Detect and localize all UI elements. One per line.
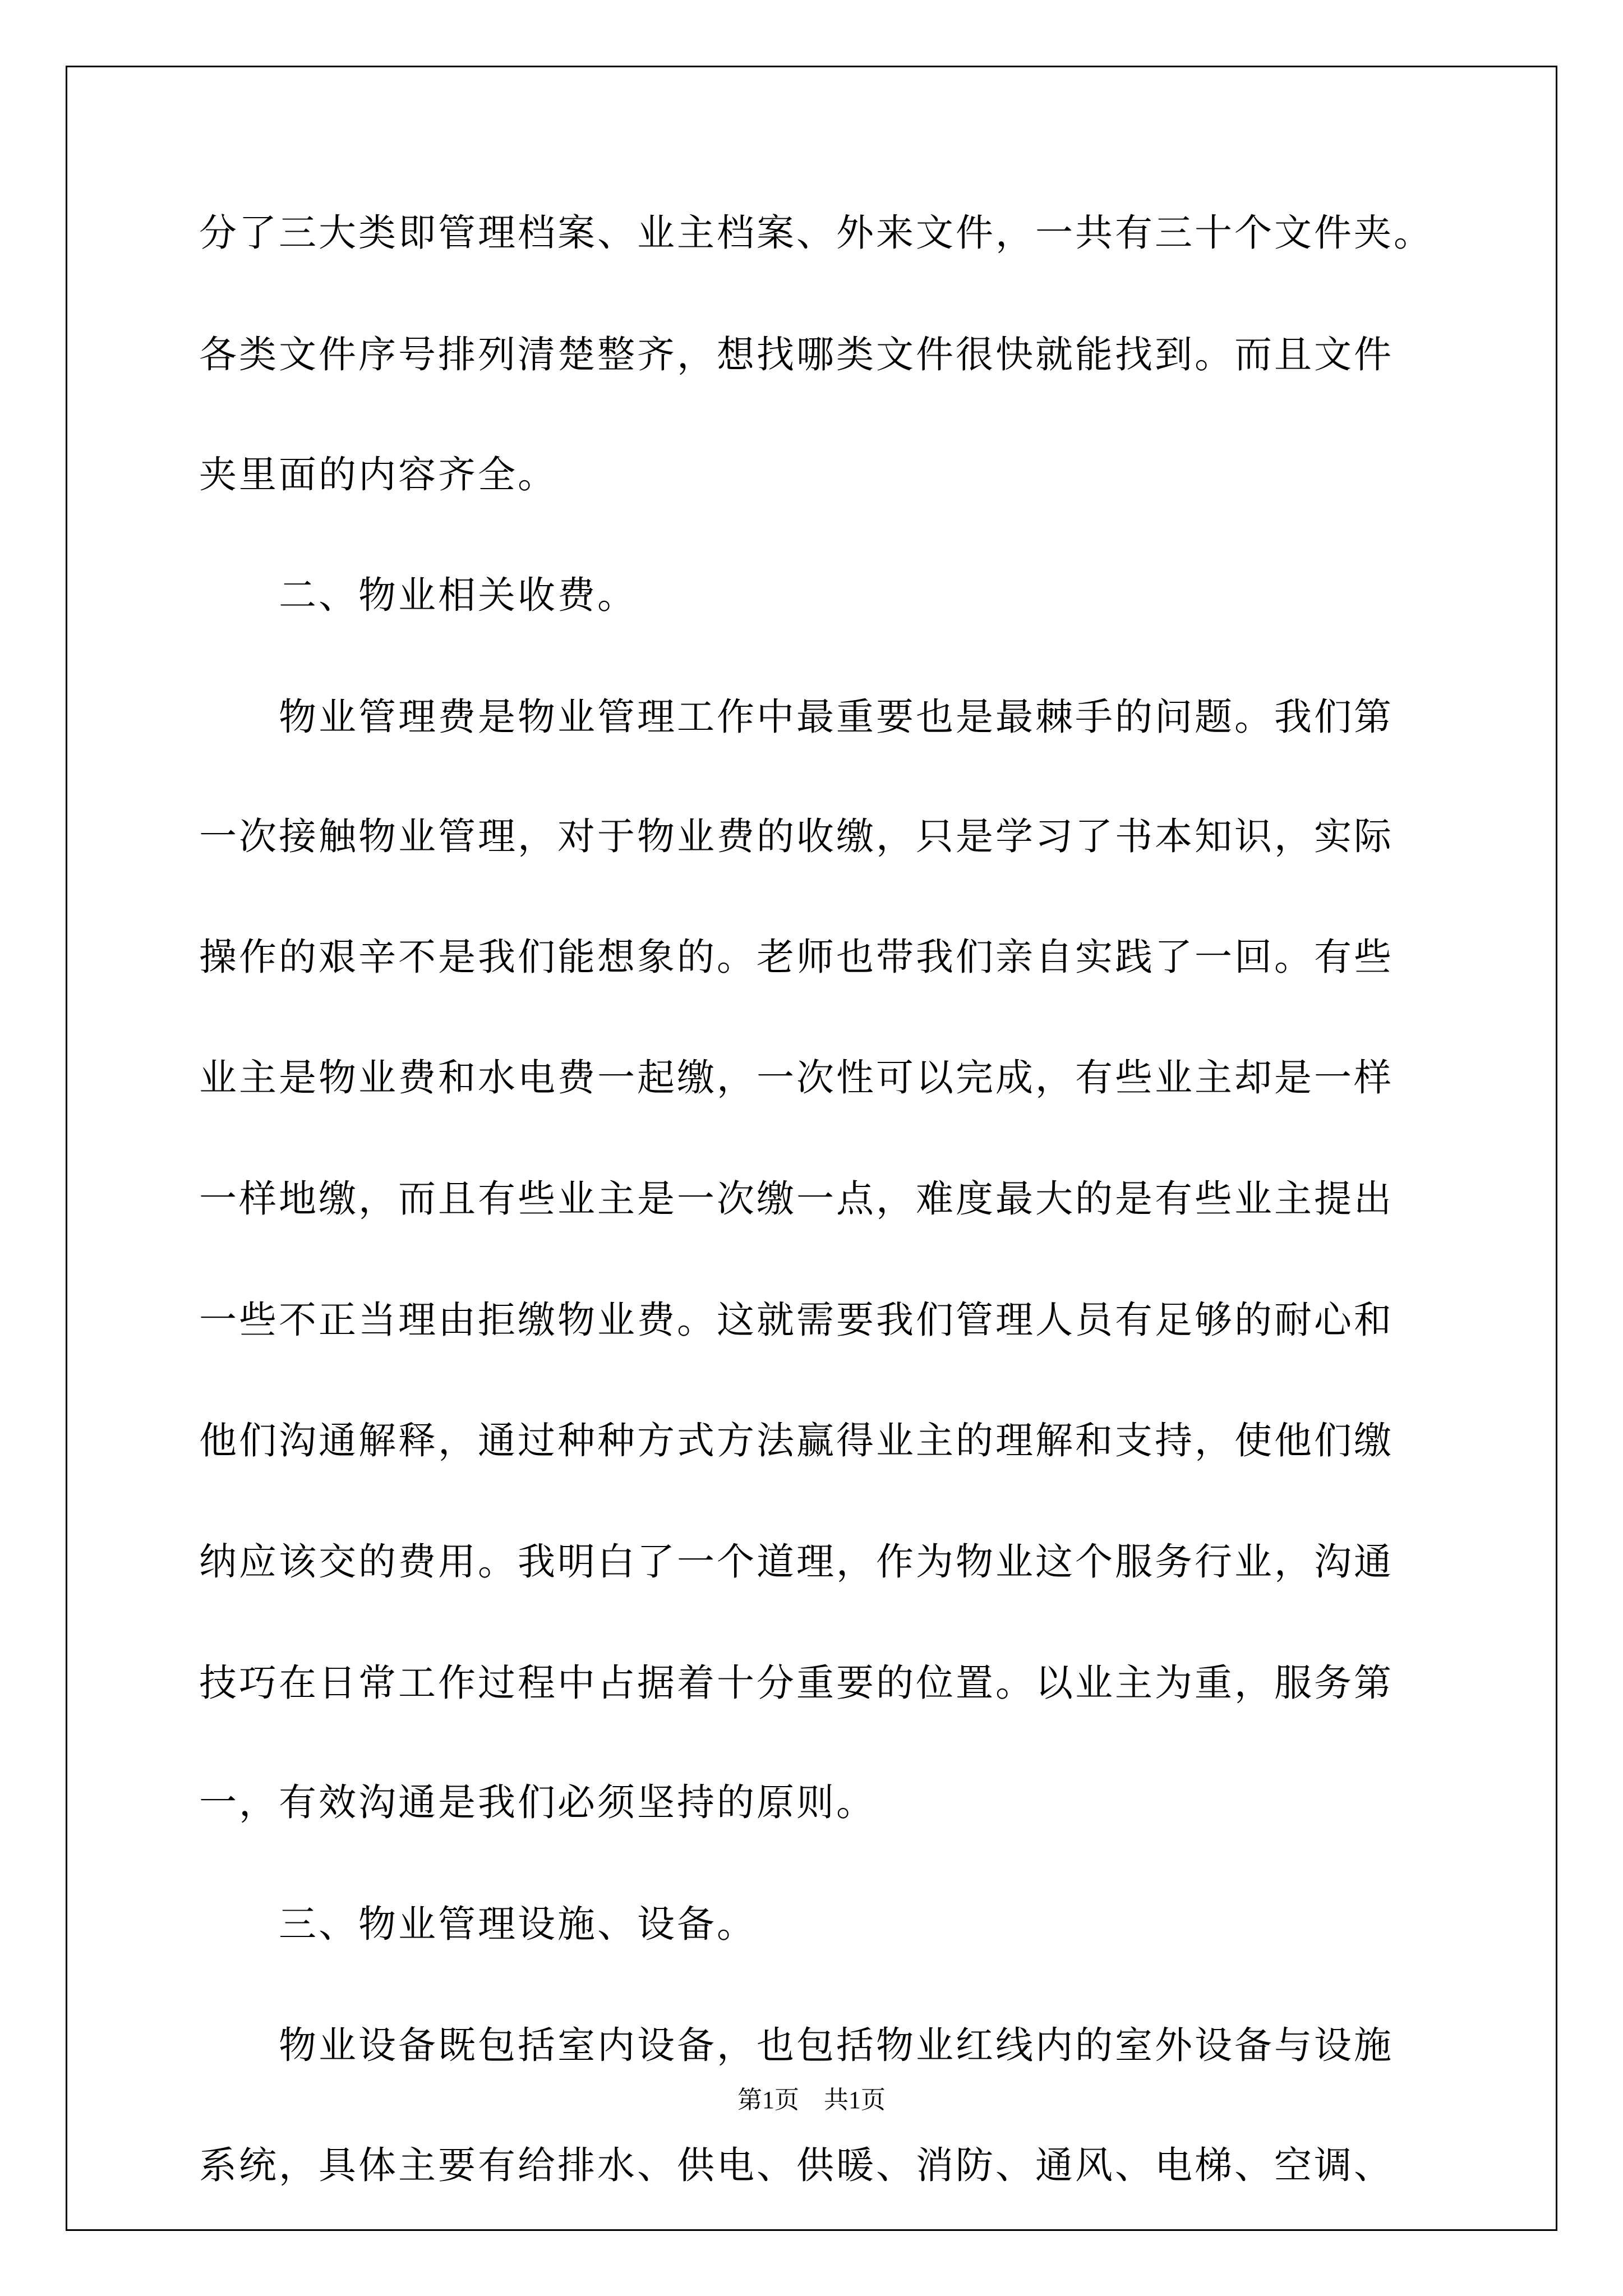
text-line: 技巧在日常工作过程中占据着十分重要的位置。以业主为重，服务第: [199, 1661, 1394, 1705]
text-line: 夹里面的内容齐全。: [199, 453, 557, 496]
text-line: 操作的艰辛不是我们能想象的。老师也带我们亲自实践了一回。有些: [199, 935, 1394, 979]
text-line: 系统，具体主要有给排水、供电、供暖、消防、通风、电梯、空调、: [199, 2143, 1394, 2187]
text-line: 一，有效沟通是我们必须坚持的原则。: [199, 1780, 876, 1824]
text-line: 纳应该交的费用。我明白了一个道理，作为物业这个服务行业，沟通: [199, 1540, 1394, 1584]
text-line: 一次接触物业管理，对于物业费的收缴，只是学习了书本知识，实际: [199, 815, 1394, 858]
text-line: 他们沟通解释，通过种种方式方法赢得业主的理解和支持，使他们缴: [199, 1419, 1394, 1462]
text-line: 一些不正当理由拒缴物业费。这就需要我们管理人员有足够的耐心和: [199, 1298, 1394, 1342]
text-line: 业主是物业费和水电费一起缴，一次性可以完成，有些业主却是一样: [199, 1056, 1394, 1099]
text-line: 分了三大类即管理档案、业主档案、外来文件，一共有三十个文件夹。: [199, 211, 1433, 255]
text-line: 物业管理费是物业管理工作中最重要也是最棘手的问题。我们第: [199, 695, 1394, 739]
section-heading: 三、物业管理设施、设备。: [199, 1902, 757, 1946]
text-line: 一样地缴，而且有些业主是一次缴一点，难度最大的是有些业主提出: [199, 1177, 1394, 1221]
section-heading: 二、物业相关收费。: [199, 573, 637, 617]
page-footer: 第1页 共1页: [737, 2086, 886, 2114]
text-line: 物业设备既包括室内设备，也包括物业红线内的室外设备与设施: [199, 2023, 1394, 2067]
text-line: 各类文件序号排列清楚整齐，想找哪类文件很快就能找到。而且文件: [199, 333, 1394, 376]
